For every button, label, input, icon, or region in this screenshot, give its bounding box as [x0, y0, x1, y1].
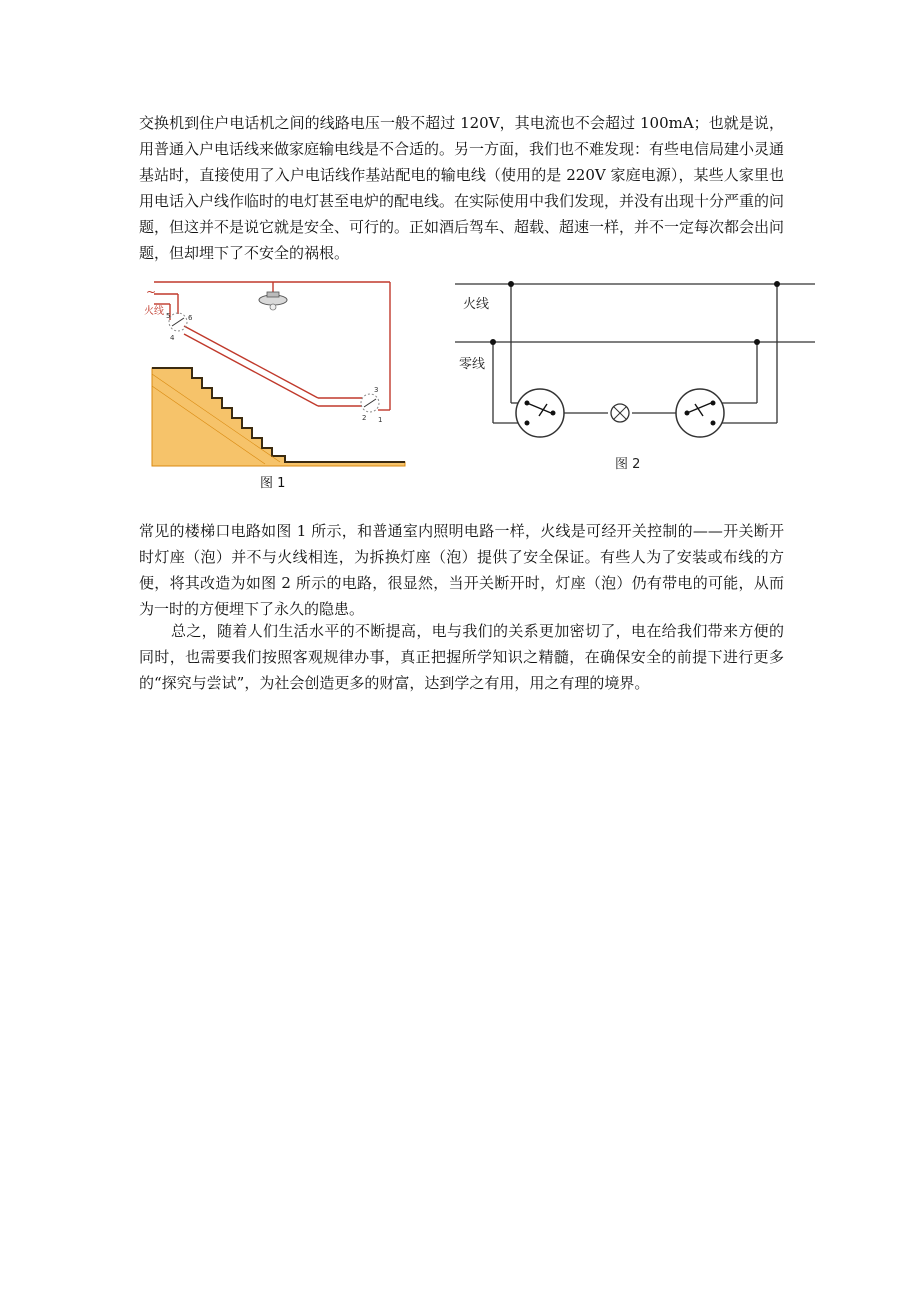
switch-label-3: 3 — [374, 386, 379, 394]
lamp-icon — [611, 404, 629, 422]
switch-left-icon — [516, 389, 564, 437]
paragraph-intro: 交换机到住户电话机之间的线路电压一般不超过 120V，其电流也不会超过 100mA；也就是说，用普通入户电话线来做家庭输电线是不合适的。另一方面，我们也不难发现：有些电信局建小灵通基站时，直接使用了入户电话线作基站配电的输电线（使用的是 220V 家庭电源），某些人家里也用电话入户线作临时的电灯甚至电炉的配电线。在实际使用中我们发现，并没有出现十分严重的问题，但这并不是说它就是安全、可行的。正如酒后驾车、超载、超速一样，并不一定每次都会出问题，但却埋下了不安全的祸根。 — [139, 114, 785, 262]
figure-2-modified-circuit — [455, 268, 815, 478]
lamp-icon — [259, 292, 287, 310]
staircase — [152, 368, 405, 466]
figure-2-caption: 图 2 — [615, 457, 641, 472]
switch-label-1: 1 — [378, 416, 383, 424]
paragraph-conclusion: 总之，随着人们生活水平的不断提高，电与我们的关系更加密切了，电在给我们带来方便的同时，也需要我们按照客观规律办事，真正把握所学知识之精髓，在确保安全的前提下进行更多的“探究与尝试”，为社会创造更多的财富，达到学之有用，用之有理的境界。 — [139, 622, 784, 692]
switch-label-2: 2 — [362, 414, 367, 422]
live-wire-label-fig1: 火线 — [144, 306, 164, 317]
switch-lower-icon — [361, 394, 379, 412]
switch-right-icon — [676, 389, 724, 437]
junction-dots — [490, 281, 780, 345]
figure-1-staircase-circuit — [140, 270, 415, 495]
switch-label-4: 4 — [170, 334, 175, 342]
live-wire-label-fig2: 火线 — [463, 297, 490, 312]
paragraph-staircase-circuit: 常见的楼梯口电路如图 1 所示，和普通室内照明电路一样，火线是可经开关控制的——开关断开时灯座（泡）并不与火线相连，为拆换灯座（泡）提供了安全保证。有些人为了安装或布线的方便，将其改造为如图 2 所示的电路，很显然，当开关断开时，灯座（泡）仍有带电的可能，从而为一时的方便埋下了永久的隐患。 — [139, 522, 784, 618]
switch-label-6: 6 — [188, 314, 193, 322]
figure-2-wiring — [455, 284, 815, 423]
switch-upper-icon — [169, 313, 187, 331]
tilde-symbol: ~ — [146, 285, 157, 299]
neutral-wire-label: 零线 — [459, 357, 486, 372]
switch-label-5: 5 — [166, 312, 171, 320]
figure-1-caption: 图 1 — [260, 476, 286, 491]
